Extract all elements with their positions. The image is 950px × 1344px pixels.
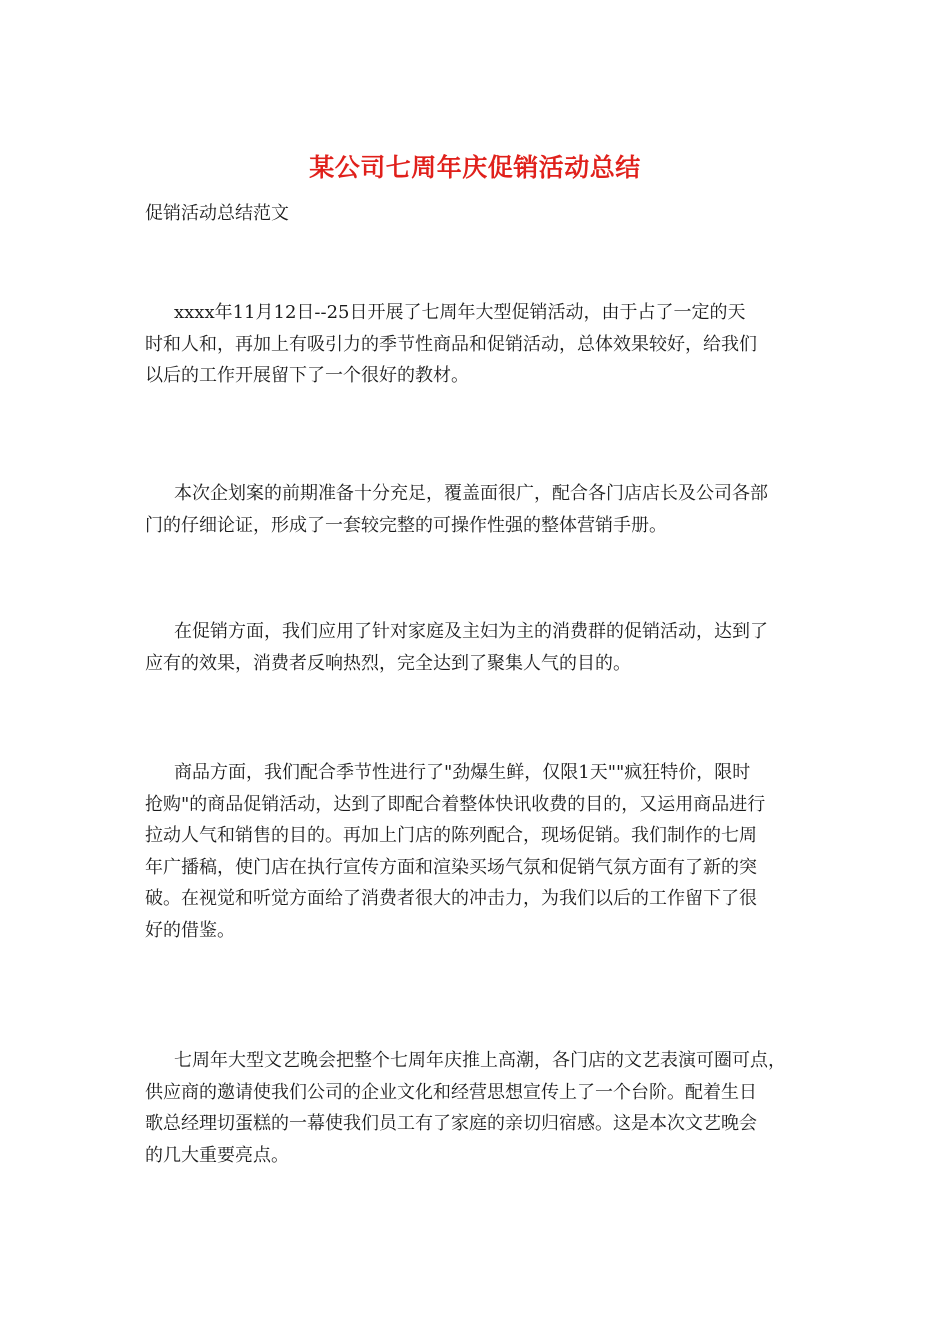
paragraph-1 xyxy=(145,297,815,392)
paragraph-2 xyxy=(145,478,815,541)
paragraph-line: 好的借鉴。 xyxy=(145,919,235,941)
document-subtitle: 促销活动总结范文 xyxy=(145,203,289,224)
document-title: 某公司七周年庆促销活动总结 xyxy=(309,153,641,182)
paragraph-line: 供应商的邀请使我们公司的企业文化和经营思想宣传上了一个台阶。配着生日 xyxy=(145,1081,757,1103)
paragraph-line: 七周年大型文艺晚会把整个七周年庆推上高潮，各门店的文艺表演可圈可点， xyxy=(174,1050,786,1071)
paragraph-line: 的几大重要亮点。 xyxy=(145,1144,289,1166)
paragraph-line: 本次企划案的前期准备十分充足，覆盖面很广，配合各门店店长及公司各部 xyxy=(174,483,768,504)
paragraph-line: 年广播稿，使门店在执行宣传方面和渲染买场气氛和促销气氛方面有了新的突 xyxy=(145,856,757,878)
paragraph-4 xyxy=(145,757,815,946)
paragraph-5 xyxy=(145,1045,815,1171)
paragraph-line: 歌总经理切蛋糕的一幕使我们员工有了家庭的亲切归宿感。这是本次文艺晚会 xyxy=(145,1113,757,1134)
paragraph-line: 抢购"的商品促销活动，达到了即配合着整体快讯收费的目的，又运用商品进行 xyxy=(145,793,766,815)
paragraph-line: 应有的效果，消费者反响热烈，完全达到了聚集人气的目的。 xyxy=(145,652,631,674)
paragraph-line: 商品方面，我们配合季节性进行了"劲爆生鲜，仅限1天""疯狂特价，限时 xyxy=(174,762,751,783)
paragraph-3 xyxy=(145,616,815,679)
paragraph-line: 破。在视觉和听觉方面给了消费者很大的冲击力，为我们以后的工作留下了很 xyxy=(145,888,757,909)
paragraph-line: xxxx年11月12日--25日开展了七周年大型促销活动，由于占了一定的天 xyxy=(174,302,746,323)
paragraph-line: 拉动人气和销售的目的。再加上门店的陈列配合，现场促销。我们制作的七周 xyxy=(145,825,757,846)
paragraph-line: 时和人和，再加上有吸引力的季节性商品和促销活动，总体效果较好，给我们 xyxy=(145,333,757,355)
paragraph-line: 门的仔细论证，形成了一套较完整的可操作性强的整体营销手册。 xyxy=(145,514,667,536)
paragraph-line: 以后的工作开展留下了一个很好的教材。 xyxy=(145,365,469,386)
paragraph-line: 在促销方面，我们应用了针对家庭及主妇为主的消费群的促销活动，达到了 xyxy=(174,621,768,642)
